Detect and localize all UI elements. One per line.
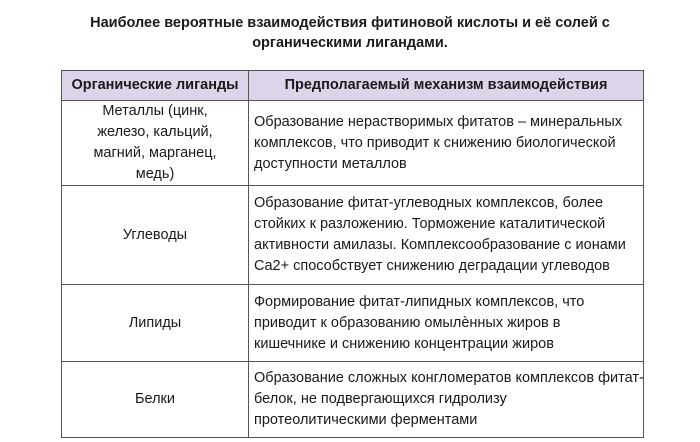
cell-line: кишечнике и снижению концентрации жиров [254,335,554,352]
ligand-cell [62,285,249,362]
cell-line: магний, марганец, [93,145,217,161]
cell-line: медь) [135,166,175,182]
cell-line: железо, кальций, [97,124,213,140]
table-row [62,186,644,285]
mechanism-cell [249,186,644,285]
cell-line: Липиды [128,314,182,331]
ligand-cell [62,362,249,438]
table-row [62,285,644,362]
ligand-cell [62,186,249,285]
header-ligands: Органические лиганды [62,71,249,101]
cell-line: протеолитическими ферментами [254,412,478,428]
title-line-2: органическими лигандами. [252,35,448,51]
cell-line: активности амилазы. Комплексообразование с ионами [254,237,626,253]
table-row [62,362,644,438]
mechanism-cell [249,285,644,362]
cell-line: Образование фитат-углеводных комплексов, более [254,195,604,211]
cell-line: Формирование фитат-липидных комплексов, что [254,293,585,310]
cell-line: белок, не подвергающихся гидролизу [254,391,507,407]
ligand-interaction-table [61,70,644,438]
mechanism-cell [249,362,644,438]
mechanism-cell [249,101,644,186]
header-mechanism: Предполагаемый механизм взаимодействия [249,71,644,101]
cell-line: Образование сложных конгломератов комплексов фитат- [254,370,644,386]
table-row [62,101,644,186]
cell-line: Ca2+ способствует снижению деградации углеводов [254,258,610,274]
cell-line: приводит к образованию омылѐнных жиров в [254,314,561,331]
cell-line: Белки [134,391,175,407]
ligand-cell [62,101,249,186]
cell-line: Металлы (цинк, [102,103,208,119]
table-header-row [62,71,644,101]
cell-line: стойких к разложению. Торможение каталитической [254,216,606,232]
cell-line: Углеводы [122,226,188,243]
cell-line: комплексов, что приводит к снижению биологической [254,134,616,151]
title-line-1: Наиболее вероятные взаимодействия фитиновой кислоты и её солей с [90,15,610,31]
cell-line: доступности металлов [254,155,407,172]
document-title [0,13,700,53]
cell-line: Образование нерастворимых фитатов – минеральных [254,113,623,130]
